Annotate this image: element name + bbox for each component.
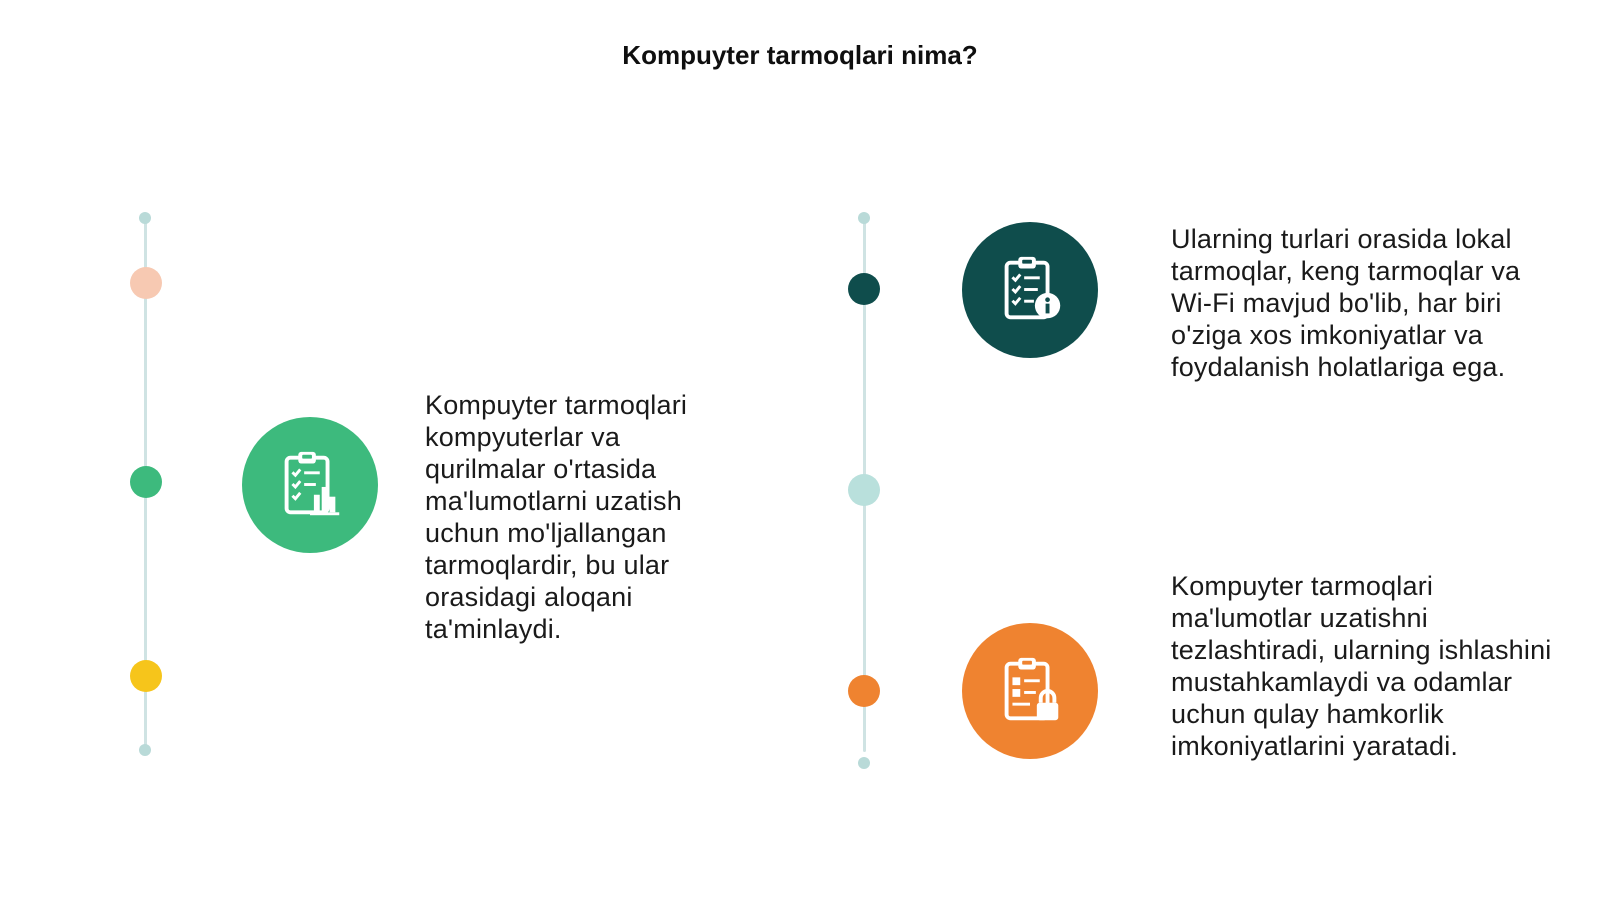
left-timeline-top-end [139, 212, 151, 224]
peach-dot [130, 267, 162, 299]
pale-teal-dot [848, 474, 880, 506]
clipboard-chart-icon [271, 446, 349, 524]
clipboard-lock-icon [991, 652, 1069, 730]
right-timeline-bottom-end [858, 757, 870, 769]
left-item-text: Kompuyter tarmoqlari kompyuterlar va qurilmalar o'rtasida ma'lumotlarni uzatish uchun mo'ljallangan tarmoqlardir, bu ular orasidagi aloqani ta'minlaydi. [425, 390, 688, 644]
page-title: Kompuyter tarmoqlari nima? [622, 40, 978, 70]
right-item-1-icon-circle [962, 222, 1098, 358]
left-item-icon-circle [242, 417, 378, 553]
right-item-1-text: Ularning turlari orasida lokal tarmoqlar, keng tarmoqlar va Wi-Fi mavjud bo'lib, har biri o'ziga xos imkoniyatlar va foydalanish holatlariga ega. [1171, 224, 1521, 382]
orange-dot [848, 675, 880, 707]
right-item-2-icon-circle [962, 623, 1098, 759]
yellow-dot [130, 660, 162, 692]
right-item-2-text: Kompuyter tarmoqlari ma'lumotlar uzatishni tezlashtiradi, ularning ishlashini mustahkamlaydi va odamlar uchun qulay hamkorlik imkoniyatlarini yaratadi. [1171, 571, 1552, 761]
dark-teal-dot [848, 273, 880, 305]
clipboard-info-icon [991, 251, 1069, 329]
left-timeline-bottom-end [139, 744, 151, 756]
green-dot [130, 466, 162, 498]
right-timeline-top-end [858, 212, 870, 224]
